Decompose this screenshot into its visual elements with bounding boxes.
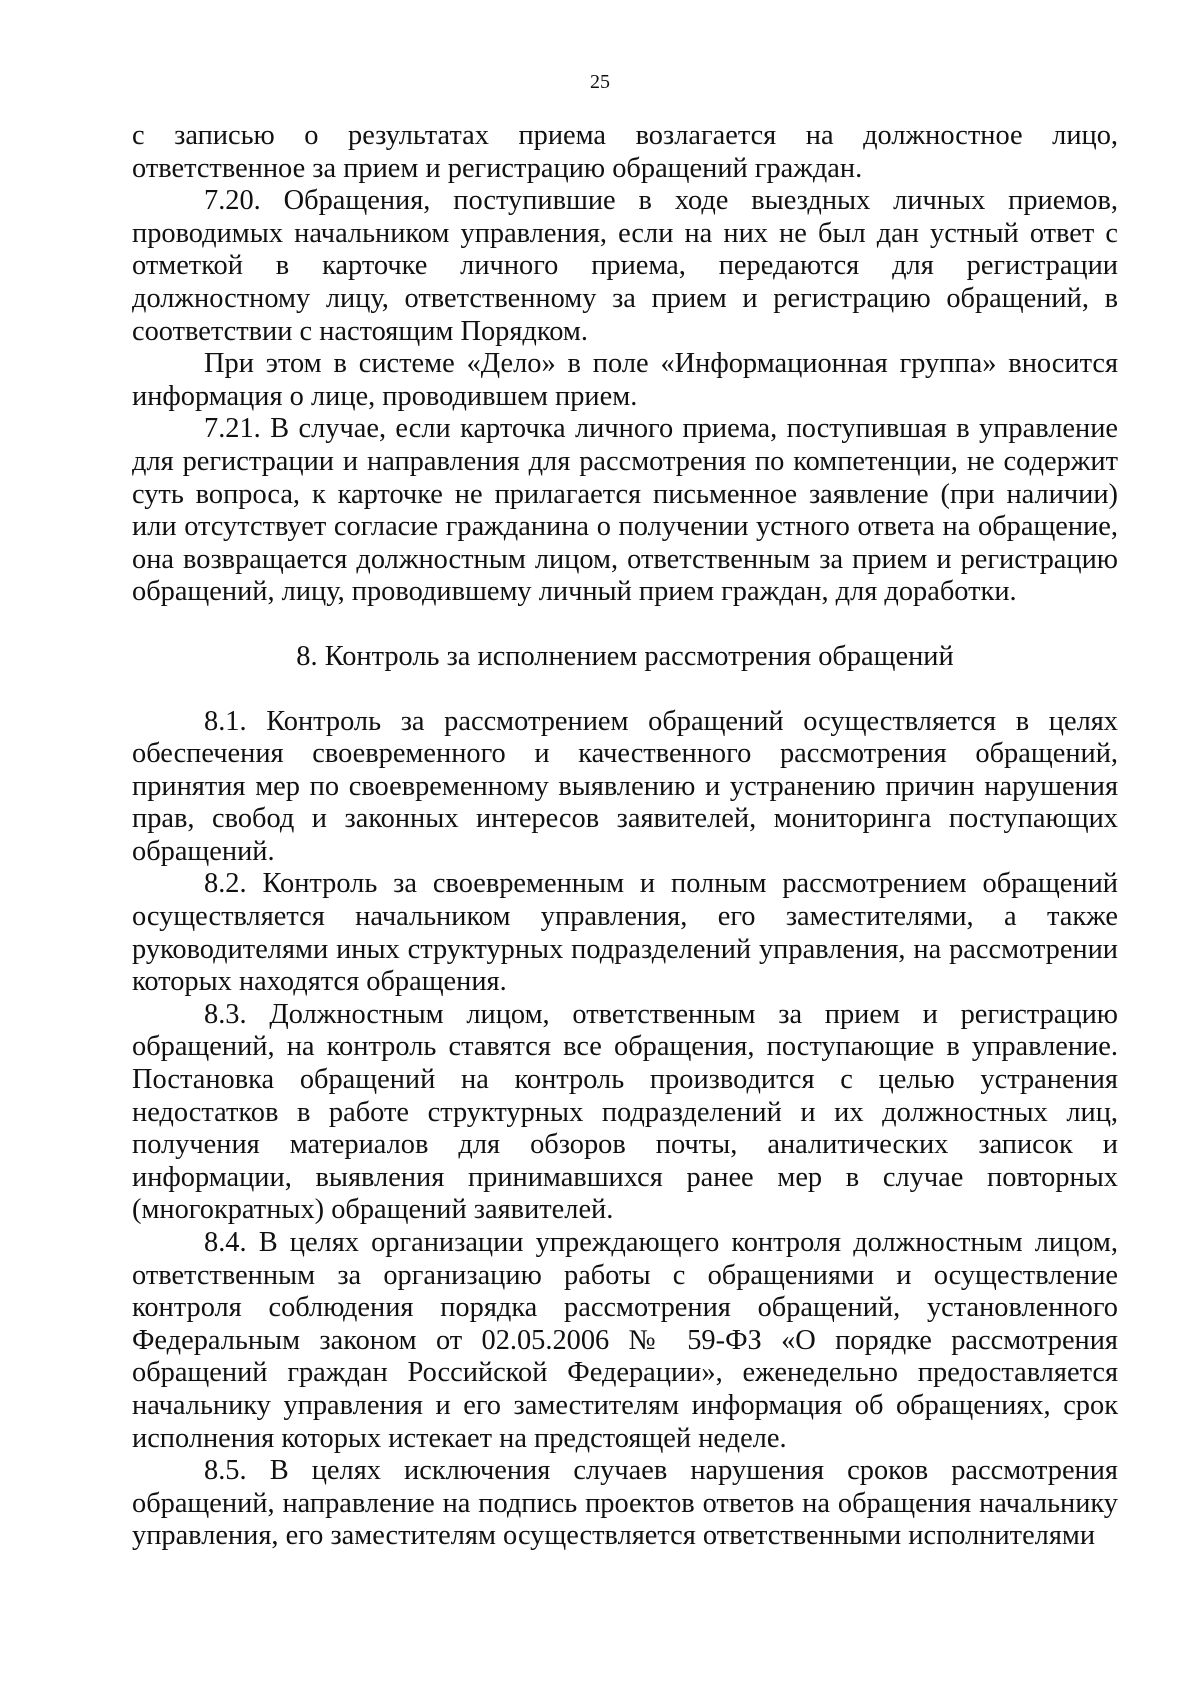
page-number: 25 <box>590 71 610 93</box>
paragraph-continuation: с записью о результатах приема возлагается на должностное лицо, ответственное за прием и регистрацию обращений граждан. <box>132 120 1118 184</box>
paragraph-8-2: 8.2. Контроль за своевременным и полным рассмотрением обращений осуществляется начальником управления, его заместителями, а также руководителями иных структурных подразделений управления, на рассмотрении которых находятся обращения. <box>132 868 1118 998</box>
paragraph-8-4: 8.4. В целях организации упреждающего контроля должностным лицом, ответственным за организацию работы с обращениями и осуществление контроля соблюдения порядка рассмотрения обращений, установленного Федеральным законом от 02.05.2006 № 59-ФЗ «О порядке рассмотрения обращений граждан Российской Федерации», еженедельно предоставляется начальнику управления и его заместителям информация об обращениях, срок исполнения которых истекает на предстоящей неделе. <box>132 1227 1118 1454</box>
paragraph-8-1: 8.1. Контроль за рассмотрением обращений осуществляется в целях обеспечения своевременного и качественного рассмотрения обращений, принятия мер по своевременному выявлению и устранению причин нарушения прав, свобод и законных интересов заявителей, мониторинга поступающих обращений. <box>132 705 1118 867</box>
paragraph-8-5: 8.5. В целях исключения случаев нарушения сроков рассмотрения обращений, направление на подпись проектов ответов на обращения начальнику управления, его заместителям осуществляется ответственными исполнителями <box>132 1455 1118 1552</box>
paragraph-7-20: 7.20. Обращения, поступившие в ходе выездных личных приемов, проводимых начальником управления, если на них не был дан устный ответ с отметкой в карточке личного приема, передаются для регистрации должностному лицу, ответственному за прием и регистрацию обращений, в соответствии с настоящим Порядком. <box>132 185 1118 347</box>
paragraph-8-3: 8.3. Должностным лицом, ответственным за прием и регистрацию обращений, на контроль ставятся все обращения, поступающие в управление. Постановка обращений на контроль производится с целью устранения недостатков в работе структурных подразделений и их должностных лиц, получения материалов для обзоров почты, аналитических записок и информации, выявления принимавшихся ранее мер в случае повторных (многократных) обращений заявителей. <box>132 998 1118 1226</box>
document-body <box>132 120 1118 1553</box>
section-heading: 8. Контроль за исполнением рассмотрения обращений <box>296 640 954 672</box>
paragraph-delo-note: При этом в системе «Дело» в поле «Информационная группа» вносится информация о лице, проводившем прием. <box>132 348 1118 412</box>
paragraph-7-21: 7.21. В случае, если карточка личного приема, поступившая в управление для регистрации и направления для рассмотрения по компетенции, не содержит суть вопроса, к карточке не прилагается письменное заявление (при наличии) или отсутствует согласие гражданина о получении устного ответа на обращение, она возвращается должностным лицом, ответственным за прием и регистрацию обращений, лицу, проводившему личный прием граждан, для доработки. <box>132 413 1118 608</box>
